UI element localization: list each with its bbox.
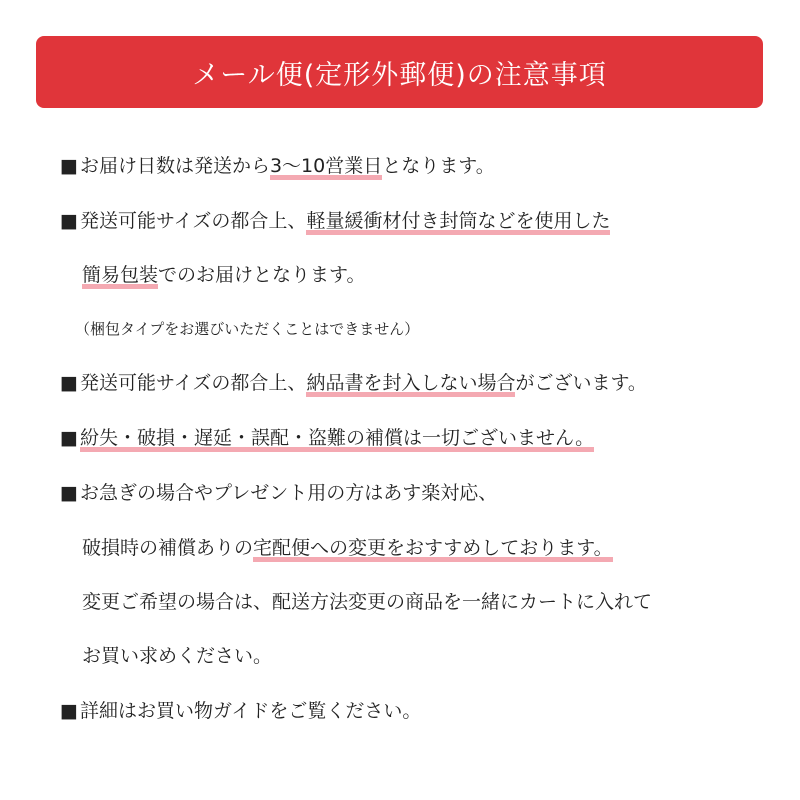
square-bullet-icon: ■ (60, 372, 78, 394)
square-bullet-icon: ■ (60, 210, 78, 232)
note-packaging-choice: （梱包タイプをお選びいただくことはできません） (75, 320, 420, 338)
note-express: ■ お急ぎの場合やプレゼント用の方はあす楽対応、 (60, 482, 498, 504)
note-express-cont: 破損時の補償ありの宅配便への変更をおすすめしております。 (82, 535, 613, 561)
square-bullet-icon: ■ (60, 155, 78, 177)
highlight-delivery-days: 3〜10営業日 (270, 155, 382, 180)
note-change-instructions-cont: お買い求めください。 (82, 645, 273, 667)
note-packaging: ■ 発送可能サイズの都合上、軽量緩衝材付き封筒などを使用した (60, 208, 610, 234)
note-delivery-days: ■ お届け日数は発送から3〜10営業日となります。 (60, 153, 495, 179)
highlight-no-compensation: 紛失・破損・遅延・誤配・盗難の補償は一切ございません。 (80, 427, 594, 452)
note-packaging-cont: 簡易包装でのお届けとなります。 (82, 262, 366, 288)
highlight-envelope: 軽量緩衝材付き封筒などを使用した (306, 210, 610, 235)
note-guide: ■ 詳細はお買い物ガイドをご覧ください。 (60, 700, 422, 722)
highlight-simple-packaging: 簡易包装 (82, 264, 158, 289)
square-bullet-icon: ■ (60, 482, 78, 504)
header-banner (36, 36, 763, 108)
note-invoice: ■ 発送可能サイズの都合上、納品書を封入しない場合がございます。 (60, 370, 647, 396)
note-no-compensation (60, 425, 594, 451)
highlight-invoice: 納品書を封入しない場合 (306, 372, 515, 397)
highlight-courier: 宅配便への変更をおすすめしております。 (253, 537, 613, 562)
square-bullet-icon: ■ (60, 700, 78, 722)
note-change-instructions: 変更ご希望の場合は、配送方法変更の商品を一緒にカートに入れて (82, 591, 653, 613)
square-bullet-icon: ■ (60, 427, 78, 449)
page-title: メール便(定形外郵便)の注意事項 (192, 59, 607, 91)
